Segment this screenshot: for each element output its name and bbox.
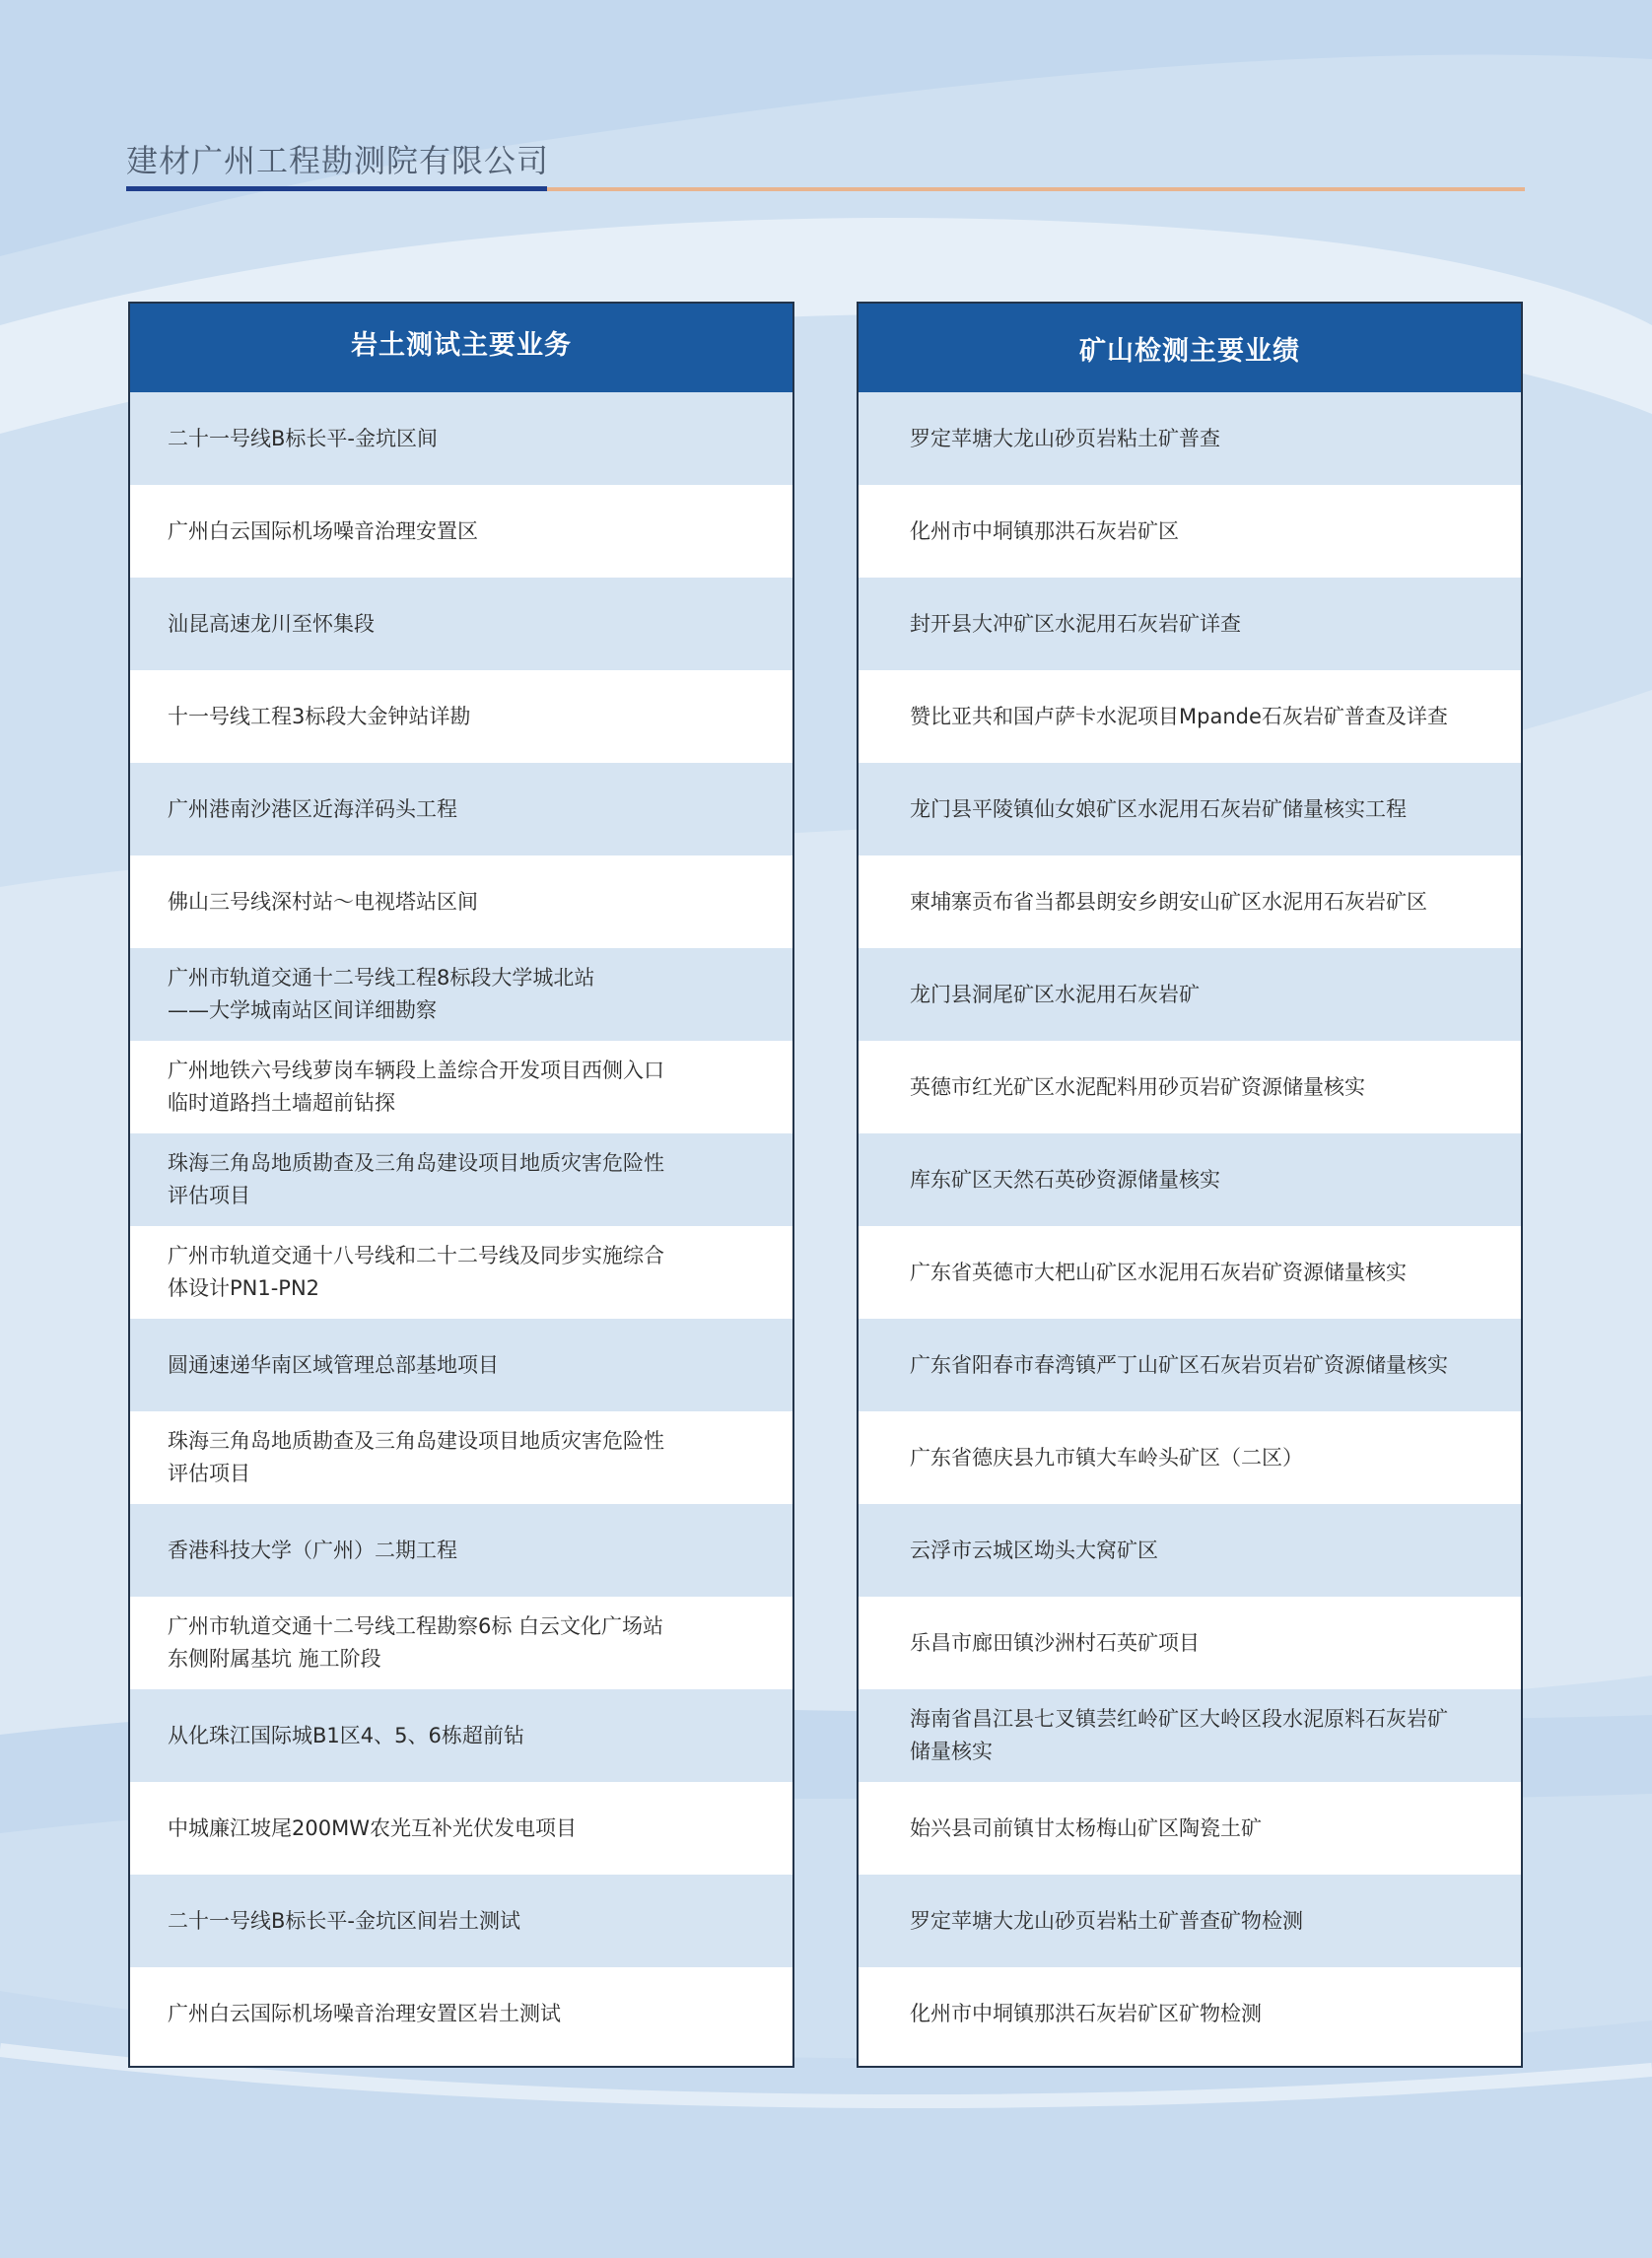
row-text	[168, 793, 457, 826]
row-text-line: 评估项目	[168, 1462, 250, 1485]
row-text-line: 乐昌市廊田镇沙洲村石英矿项目	[910, 1630, 1200, 1655]
row-text	[168, 1813, 577, 1845]
row-text-line: 汕昆高速龙川至怀集段	[168, 611, 375, 636]
table-row	[130, 1319, 792, 1411]
row-text-line: 海南省昌江县七叉镇芸红岭矿区大岭区段水泥原料石灰岩矿	[910, 1707, 1448, 1732]
table-row	[130, 1041, 792, 1133]
row-text-line: 广州白云国际机场噪音治理安置区岩土测试	[168, 2001, 561, 2025]
row-text	[168, 515, 478, 548]
table-row	[859, 1967, 1521, 2060]
table-row	[130, 1689, 792, 1782]
row-text	[910, 793, 1407, 826]
row-text	[910, 1627, 1200, 1660]
table-row	[130, 948, 792, 1041]
table-row	[130, 1411, 792, 1504]
table-row	[130, 392, 792, 485]
row-text-line: 广州市轨道交通十八号线和二十二号线及同步实施综合	[168, 1244, 664, 1268]
row-text-line: 评估项目	[168, 1184, 250, 1207]
row-text	[910, 1071, 1365, 1104]
row-text-line: 广州市轨道交通十二号线工程勘察6标 白云文化广场站	[168, 1614, 664, 1639]
row-text-line: 柬埔寨贡布省当都县朗安乡朗安山矿区水泥用石灰岩矿区	[910, 889, 1427, 914]
row-text	[168, 886, 478, 919]
table-row	[130, 855, 792, 948]
row-text	[910, 979, 1200, 1011]
table-row	[859, 1689, 1521, 1782]
table-row	[130, 578, 792, 670]
row-text	[168, 962, 594, 1026]
row-text-line: 十一号线工程3标段大金钟站详勘	[168, 704, 471, 728]
row-text	[168, 1610, 663, 1675]
row-text-line: 广东省德庆县九市镇大车岭头矿区（二区）	[910, 1445, 1303, 1470]
row-text	[168, 1240, 664, 1304]
right-table-rows	[859, 392, 1521, 2060]
row-text-line: 始兴县司前镇甘太杨梅山矿区陶瓷土矿	[910, 1815, 1262, 1840]
row-text-line: 广州港南沙港区近海洋码头工程	[168, 796, 457, 821]
title-underline-blue	[126, 186, 547, 191]
row-text	[168, 608, 375, 641]
table-row	[859, 1041, 1521, 1133]
left-table-title-text: 岩土测试主要业务	[351, 329, 572, 361]
table-row	[130, 1597, 792, 1689]
row-text-line: 珠海三角岛地质勘查及三角岛建设项目地质灾害危险性	[168, 1151, 664, 1176]
company-name: 建材广州工程勘测院有限公司	[126, 142, 550, 179]
left-table-title	[130, 304, 792, 392]
row-text	[910, 1442, 1303, 1474]
row-text-line: 体设计PN1-PN2	[168, 1276, 320, 1300]
row-text	[168, 1425, 664, 1489]
table-row	[859, 763, 1521, 855]
row-text-line: 广东省阳春市春湾镇严丁山矿区石灰岩页岩矿资源储量核实	[910, 1352, 1448, 1377]
row-text-line: 化州市中垌镇那洪石灰岩矿区	[910, 518, 1179, 543]
row-text-line: 圆通速递华南区域管理总部基地项目	[168, 1352, 499, 1377]
table-row	[859, 1319, 1521, 1411]
row-text-line: 东侧附属基坑 施工阶段	[168, 1647, 381, 1671]
row-text	[168, 423, 438, 455]
row-text-line: 赞比亚共和国卢萨卡水泥项目Mpande石灰岩矿普查及详查	[910, 704, 1448, 728]
row-text	[910, 886, 1427, 919]
row-text-line: 广东省英德市大杷山矿区水泥用石灰岩矿资源储量核实	[910, 1260, 1407, 1284]
left-table-rows	[130, 392, 792, 2060]
row-text	[168, 1349, 499, 1382]
table-row	[859, 1133, 1521, 1226]
row-text-line: 龙门县洞尾矿区水泥用石灰岩矿	[910, 982, 1200, 1006]
table-row	[859, 1226, 1521, 1319]
table-row	[859, 855, 1521, 948]
table-row	[130, 763, 792, 855]
row-text-line: 广州白云国际机场噪音治理安置区	[168, 518, 478, 543]
row-text	[168, 701, 470, 733]
row-text	[910, 1164, 1220, 1197]
table-row	[130, 485, 792, 578]
table-row	[130, 1782, 792, 1875]
row-text	[910, 1257, 1407, 1289]
row-text	[168, 1055, 664, 1119]
row-text-line: 广州地铁六号线萝岗车辆段上盖综合开发项目西侧入口	[168, 1059, 664, 1083]
row-text	[910, 1535, 1158, 1567]
right-table-title-text: 矿山检测主要业绩	[1079, 335, 1300, 367]
row-text	[910, 423, 1220, 455]
row-text-line: 云浮市云城区坳头大窝矿区	[910, 1538, 1158, 1562]
table-row	[859, 578, 1521, 670]
row-text-line: 化州市中垌镇那洪石灰岩矿区矿物检测	[910, 2001, 1262, 2025]
row-text	[168, 1998, 561, 2030]
row-text-line: 英德市红光矿区水泥配料用砂页岩矿资源储量核实	[910, 1074, 1365, 1099]
row-text-line: 中城廉江坡尾200MW农光互补光伏发电项目	[168, 1815, 577, 1840]
row-text-line: ——大学城南站区间详细勘察	[168, 998, 437, 1022]
table-row	[859, 1504, 1521, 1597]
mine-testing-table	[857, 302, 1523, 2068]
row-text-line: 二十一号线B标长平-金坑区间	[168, 426, 438, 450]
row-text	[910, 1905, 1303, 1938]
row-text	[168, 1720, 524, 1752]
table-row	[130, 670, 792, 763]
right-table-title	[859, 304, 1521, 392]
table-row	[859, 392, 1521, 485]
row-text-line: 香港科技大学（广州）二期工程	[168, 1538, 457, 1562]
row-text	[910, 608, 1241, 641]
table-row	[859, 1597, 1521, 1689]
row-text-line: 从化珠江国际城B1区4、5、6栋超前钻	[168, 1723, 524, 1747]
table-row	[859, 670, 1521, 763]
title-underline-orange	[547, 187, 1525, 191]
table-row	[130, 1967, 792, 2060]
row-text-line: 佛山三号线深村站～电视塔站区间	[168, 889, 478, 914]
table-row	[130, 1226, 792, 1319]
row-text	[910, 701, 1448, 733]
table-row	[130, 1875, 792, 1967]
row-text	[168, 1905, 520, 1938]
row-text-line: 珠海三角岛地质勘查及三角岛建设项目地质灾害危险性	[168, 1429, 664, 1454]
row-text	[168, 1147, 664, 1211]
row-text	[910, 1998, 1262, 2030]
table-row	[130, 1133, 792, 1226]
table-row	[859, 485, 1521, 578]
row-text-line: 罗定苹塘大龙山砂页岩粘土矿普查	[910, 426, 1220, 450]
row-text-line: 储量核实	[910, 1740, 993, 1763]
geotechnical-testing-table	[128, 302, 794, 2068]
table-row	[859, 1411, 1521, 1504]
row-text	[910, 515, 1179, 548]
row-text-line: 广州市轨道交通十二号线工程8标段大学城北站	[168, 966, 595, 991]
row-text-line: 二十一号线B标长平-金坑区间岩土测试	[168, 1908, 520, 1933]
row-text	[910, 1813, 1262, 1845]
table-row	[859, 948, 1521, 1041]
row-text-line: 龙门县平陵镇仙女娘矿区水泥用石灰岩矿储量核实工程	[910, 796, 1407, 821]
row-text-line: 临时道路挡土墙超前钻探	[168, 1091, 395, 1115]
table-row	[859, 1782, 1521, 1875]
table-row	[859, 1875, 1521, 1967]
row-text	[910, 1349, 1448, 1382]
table-row	[130, 1504, 792, 1597]
row-text-line: 罗定苹塘大龙山砂页岩粘土矿普查矿物检测	[910, 1908, 1303, 1933]
row-text	[168, 1535, 457, 1567]
row-text	[910, 1703, 1448, 1767]
row-text-line: 库东矿区天然石英砂资源储量核实	[910, 1167, 1220, 1192]
row-text-line: 封开县大冲矿区水泥用石灰岩矿详查	[910, 611, 1241, 636]
